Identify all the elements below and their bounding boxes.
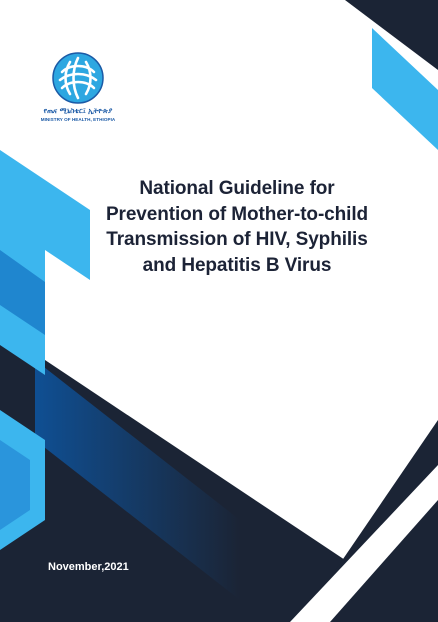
title-line-1: National Guideline for <box>139 178 335 199</box>
ministry-of-health-logo-icon <box>52 52 104 104</box>
publication-date: November,2021 <box>48 561 129 573</box>
logo-english-text: MINISTRY OF HEALTH, ETHIOPIA <box>40 117 116 122</box>
logo-amharic-text: የጤና ሚኒስቴር፤ ኢትዮጵያ <box>43 107 113 115</box>
title-line-4: and Hepatitis B Virus <box>142 254 332 276</box>
title-line-3: Transmission of HIV, Syphilis <box>106 229 368 250</box>
title-line-2: Prevention of Mother-to-child <box>105 203 369 225</box>
document-title <box>72 176 402 278</box>
